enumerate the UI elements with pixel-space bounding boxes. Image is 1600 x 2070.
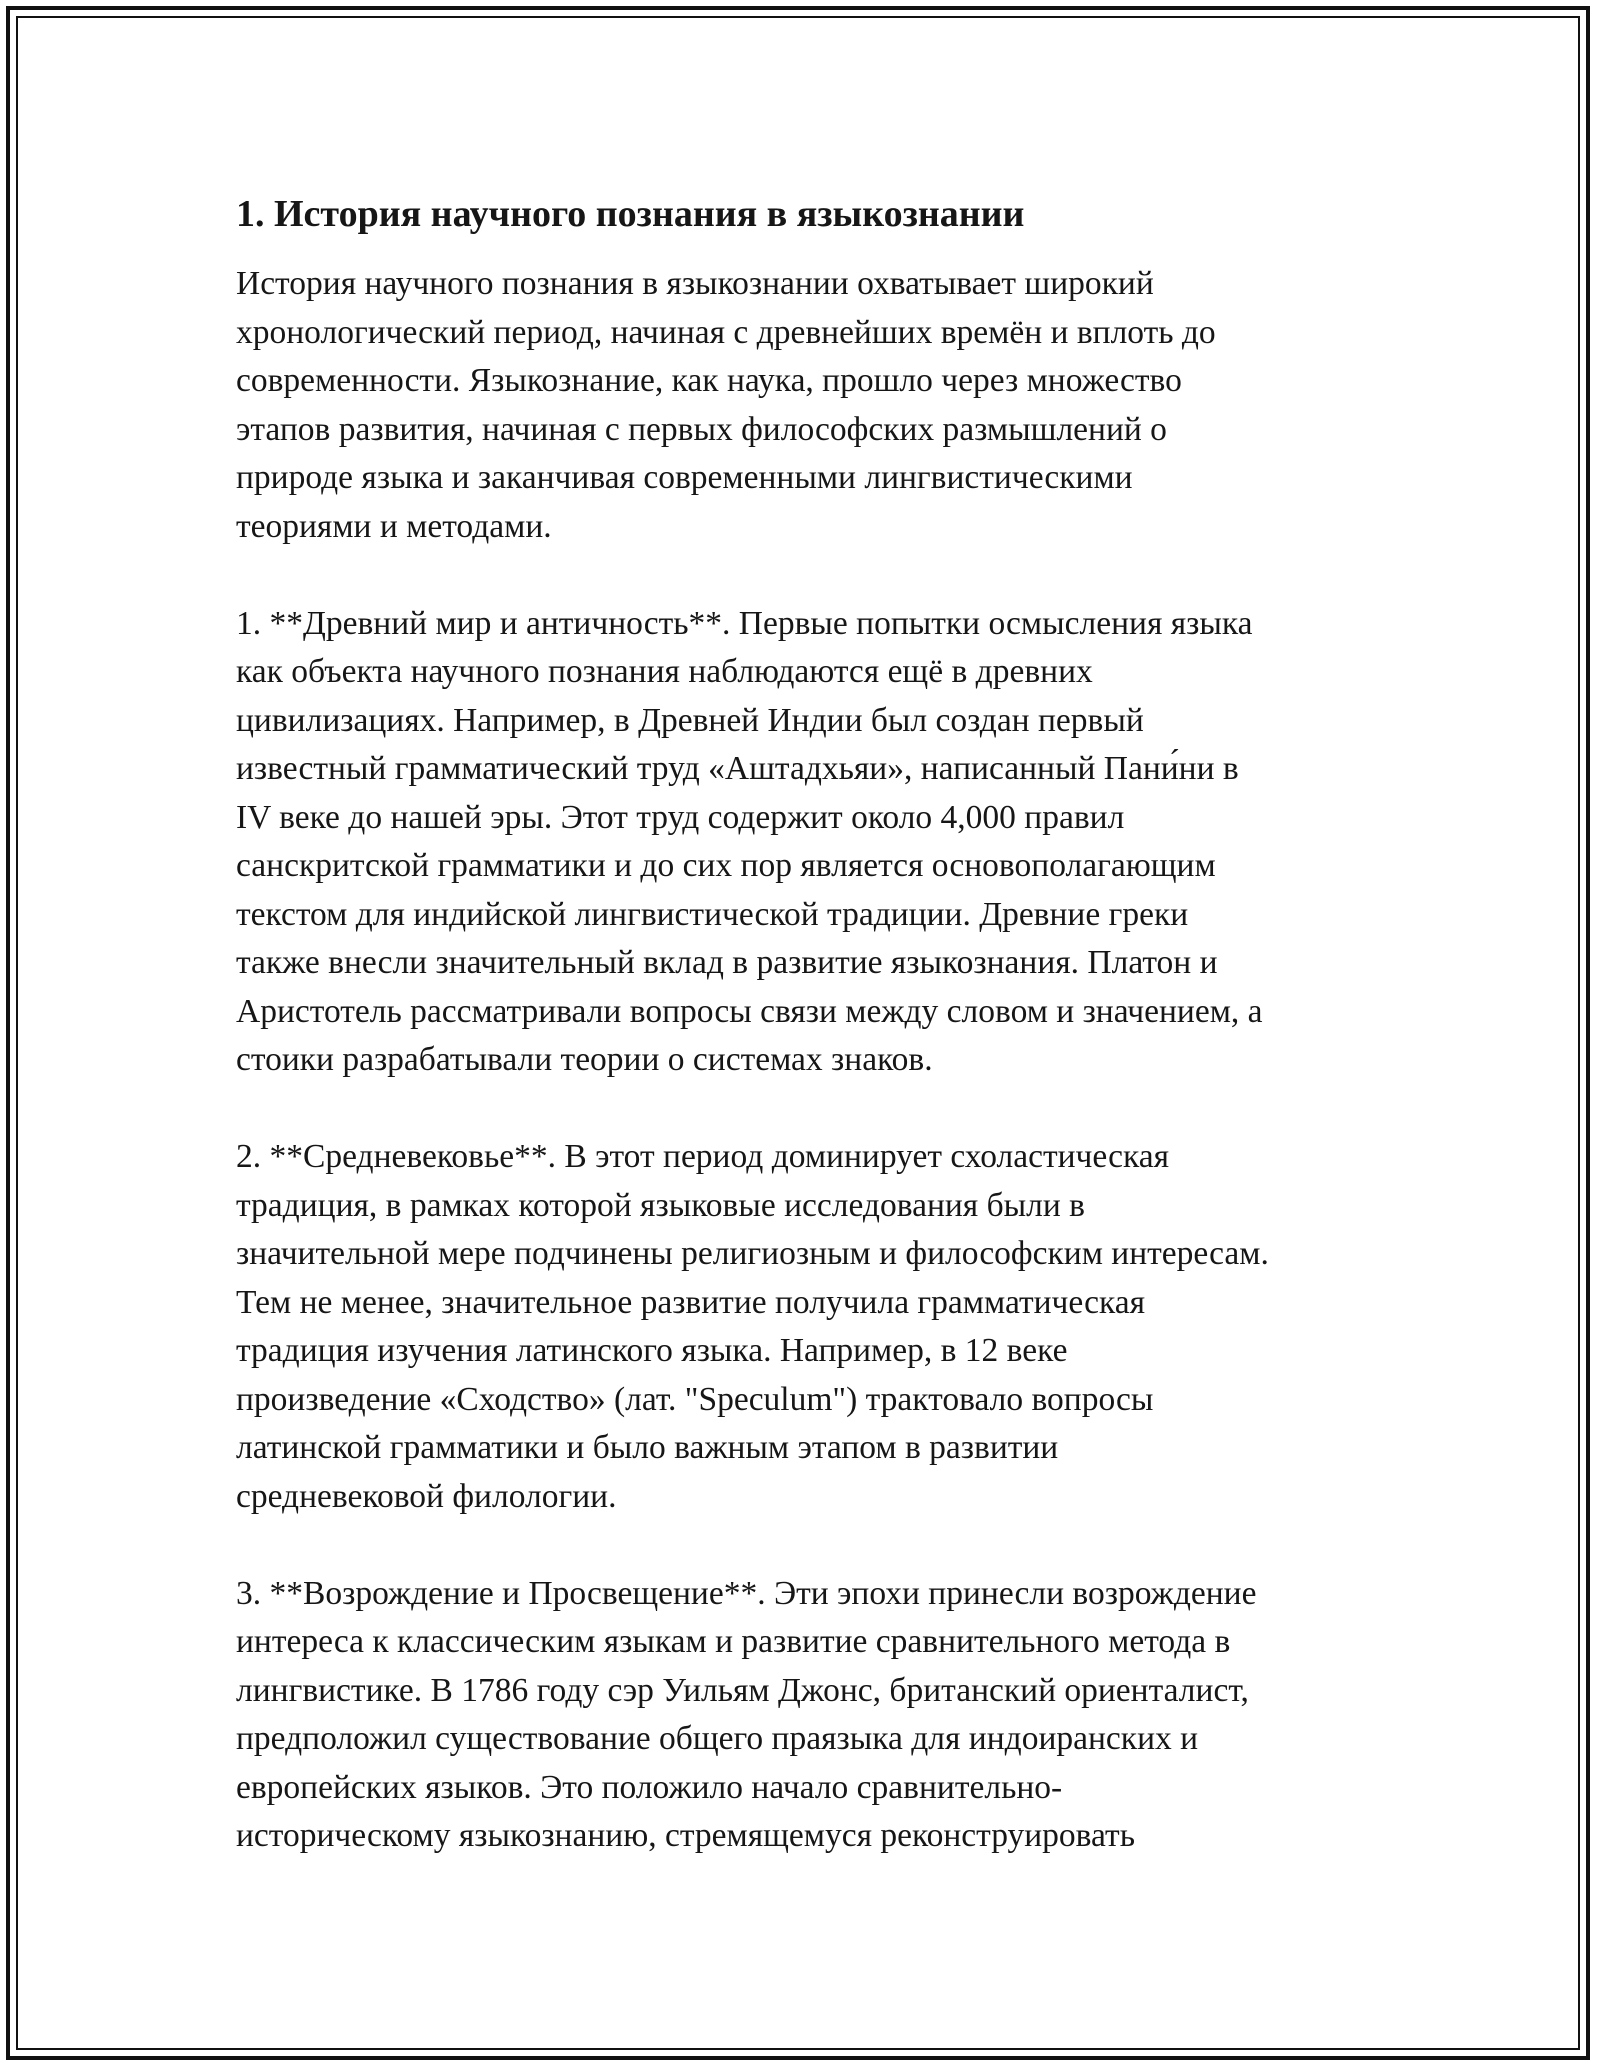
paragraph-renaissance: 3. **Возрождение и Просвещение**. Эти эпохи принесли возрождение интереса к классическим языкам и развитие сравнительного метода в лингвистике. В 1786 году сэр Уильям Джонс, британский ориенталист, предположил существование общего праязыка для индоиранских и европейских языков. Это положило начало сравнительно- историческому языкознанию, стремящемуся реконструировать	[236, 1574, 1257, 1854]
document-body	[236, 188, 1386, 1909]
paragraph-intro: История научного познания в языкознании охватывает широкий хронологический период, начиная с древнейших времён и вплоть до современности. Языкознание, как наука, прошло через множество этапов развития, начиная с первых философских размышлений о природе языка и заканчивая современными лингвистическими теориями и методами.	[236, 265, 1216, 545]
paragraph-middle-ages: 2. **Средневековье**. В этот период доминирует схоластическая традиция, в рамках которой языковые исследования были в значительной мере подчинены религиозным и философским интересам. Тем не менее, значительное развитие получила грамматическая традиция изучения латинского языка. Например, в 12 веке произведение «Сходство» (лат. "Speculum") трактовало вопросы латинской грамматики и было важным этапом в развитии средневековой филологии.	[236, 1138, 1269, 1515]
document-title: 1. История научного познания в языкознании	[236, 193, 1025, 235]
paragraph-ancient-world: 1. **Древний мир и античность**. Первые попытки осмысления языка как объекта научного познания наблюдаются ещё в древних цивилизациях. Например, в Древней Индии был создан первый известный грамматический труд «Аштадхьяи», написанный Пани́ни в IV веке до нашей эры. Этот труд содержит около 4,000 правил санскритской грамматики и до сих пор является основополагающим текстом для индийской лингвистической традиции. Древние греки также внесли значительный вклад в развитие языкознания. Платон и Аристотель рассматривали вопросы связи между словом и значением, а стоики разрабатывали теории о системах знаков.	[236, 604, 1263, 1078]
